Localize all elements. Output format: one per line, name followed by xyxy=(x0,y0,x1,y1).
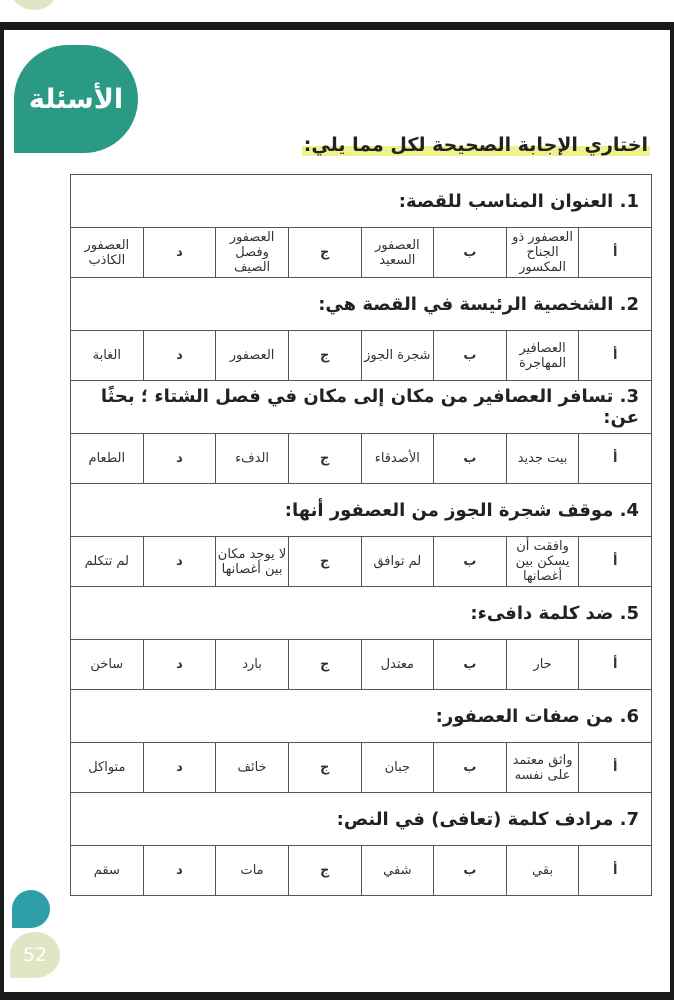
option-text[interactable]: لا يوجد مكان بين أغصانها xyxy=(216,537,289,587)
option-letter[interactable]: ج xyxy=(288,331,361,381)
option-letter[interactable]: ب xyxy=(434,743,507,793)
option-letter[interactable]: د xyxy=(143,434,216,484)
question-row xyxy=(71,793,652,846)
question-row xyxy=(71,278,652,331)
option-text[interactable]: بيت جديد xyxy=(506,434,579,484)
option-letter[interactable]: أ xyxy=(579,846,652,896)
option-text[interactable]: الطعام xyxy=(71,434,144,484)
option-text[interactable]: واثق معتمد على نفسه xyxy=(506,743,579,793)
option-text[interactable]: العصفور السعيد xyxy=(361,228,434,278)
option-text[interactable]: بقي xyxy=(506,846,579,896)
option-text[interactable]: متواكل xyxy=(71,743,144,793)
decorative-dot xyxy=(12,890,50,928)
option-text[interactable]: بارد xyxy=(216,640,289,690)
option-text[interactable]: العصفور الكاذب xyxy=(71,228,144,278)
option-text[interactable]: سقم xyxy=(71,846,144,896)
question-text: 6. من صفات العصفور: xyxy=(71,690,652,743)
questions-table xyxy=(70,174,652,896)
option-letter[interactable]: أ xyxy=(579,640,652,690)
option-text[interactable]: ساخن xyxy=(71,640,144,690)
page-number xyxy=(10,932,60,978)
question-row xyxy=(71,690,652,743)
option-text[interactable]: حار xyxy=(506,640,579,690)
option-text[interactable]: شجرة الجوز xyxy=(361,331,434,381)
option-letter[interactable]: ب xyxy=(434,537,507,587)
options-row xyxy=(71,331,652,381)
option-text[interactable]: خائف xyxy=(216,743,289,793)
question-row xyxy=(71,381,652,434)
question-text: 4. موقف شجرة الجوز من العصفور أنها: xyxy=(71,484,652,537)
option-letter[interactable]: ب xyxy=(434,228,507,278)
option-letter[interactable]: ب xyxy=(434,331,507,381)
option-letter[interactable]: ج xyxy=(288,434,361,484)
option-text[interactable]: العصفور xyxy=(216,331,289,381)
instruction-highlight: اختاري الإجابة الصحيحة لكل مما يلي: xyxy=(303,134,648,156)
top-frame xyxy=(0,0,674,30)
option-letter[interactable]: د xyxy=(143,846,216,896)
option-text[interactable]: العصافير المهاجرة xyxy=(506,331,579,381)
option-text[interactable]: لم تتكلم xyxy=(71,537,144,587)
question-text: 2. الشخصية الرئيسة في القصة هي: xyxy=(71,278,652,331)
option-text[interactable]: شفي xyxy=(361,846,434,896)
instruction-text xyxy=(302,134,650,156)
option-letter[interactable]: ج xyxy=(288,846,361,896)
worksheet-page xyxy=(4,30,670,992)
question-row xyxy=(71,484,652,537)
question-text: 1. العنوان المناسب للقصة: xyxy=(71,175,652,228)
question-row xyxy=(71,587,652,640)
option-letter[interactable]: أ xyxy=(579,228,652,278)
option-letter[interactable]: أ xyxy=(579,434,652,484)
option-text[interactable]: لم توافق xyxy=(361,537,434,587)
option-text[interactable]: وافقت أن يسكن بين أغصانها xyxy=(506,537,579,587)
options-row xyxy=(71,537,652,587)
question-row xyxy=(71,175,652,228)
option-letter[interactable]: د xyxy=(143,228,216,278)
option-letter[interactable]: د xyxy=(143,743,216,793)
options-row xyxy=(71,846,652,896)
option-letter[interactable]: أ xyxy=(579,537,652,587)
option-text[interactable]: الأصدقاء xyxy=(361,434,434,484)
bottom-frame xyxy=(0,992,674,1000)
previous-page-edge xyxy=(0,0,674,22)
options-row xyxy=(71,743,652,793)
option-text[interactable]: الدفء xyxy=(216,434,289,484)
option-letter[interactable]: د xyxy=(143,640,216,690)
section-badge-label: الأسئلة xyxy=(28,83,124,115)
section-badge xyxy=(14,45,138,153)
page-number-label: 52 xyxy=(22,944,48,966)
question-text: 7. مرادف كلمة (تعافى) في النص: xyxy=(71,793,652,846)
option-text[interactable]: معتدل xyxy=(361,640,434,690)
option-letter[interactable]: أ xyxy=(579,331,652,381)
option-letter[interactable]: ج xyxy=(288,228,361,278)
options-row xyxy=(71,640,652,690)
right-frame xyxy=(670,30,674,992)
option-letter[interactable]: ب xyxy=(434,640,507,690)
option-letter[interactable]: ب xyxy=(434,846,507,896)
option-letter[interactable]: أ xyxy=(579,743,652,793)
option-letter[interactable]: ج xyxy=(288,537,361,587)
option-letter[interactable]: ب xyxy=(434,434,507,484)
option-text[interactable]: جبان xyxy=(361,743,434,793)
option-text[interactable]: الغابة xyxy=(71,331,144,381)
option-letter[interactable]: د xyxy=(143,537,216,587)
question-text: 5. ضد كلمة دافىء: xyxy=(71,587,652,640)
option-text[interactable]: مات xyxy=(216,846,289,896)
option-text[interactable]: العصفور ذو الجناح المكسور xyxy=(506,228,579,278)
option-letter[interactable]: د xyxy=(143,331,216,381)
option-text[interactable]: العصفور وفصل الصيف xyxy=(216,228,289,278)
option-letter[interactable]: ج xyxy=(288,640,361,690)
question-text: 3. تسافر العصافير من مكان إلى مكان في فصل الشتاء ؛ بحثًا عن: xyxy=(71,381,652,434)
options-row xyxy=(71,228,652,278)
option-letter[interactable]: ج xyxy=(288,743,361,793)
options-row xyxy=(71,434,652,484)
